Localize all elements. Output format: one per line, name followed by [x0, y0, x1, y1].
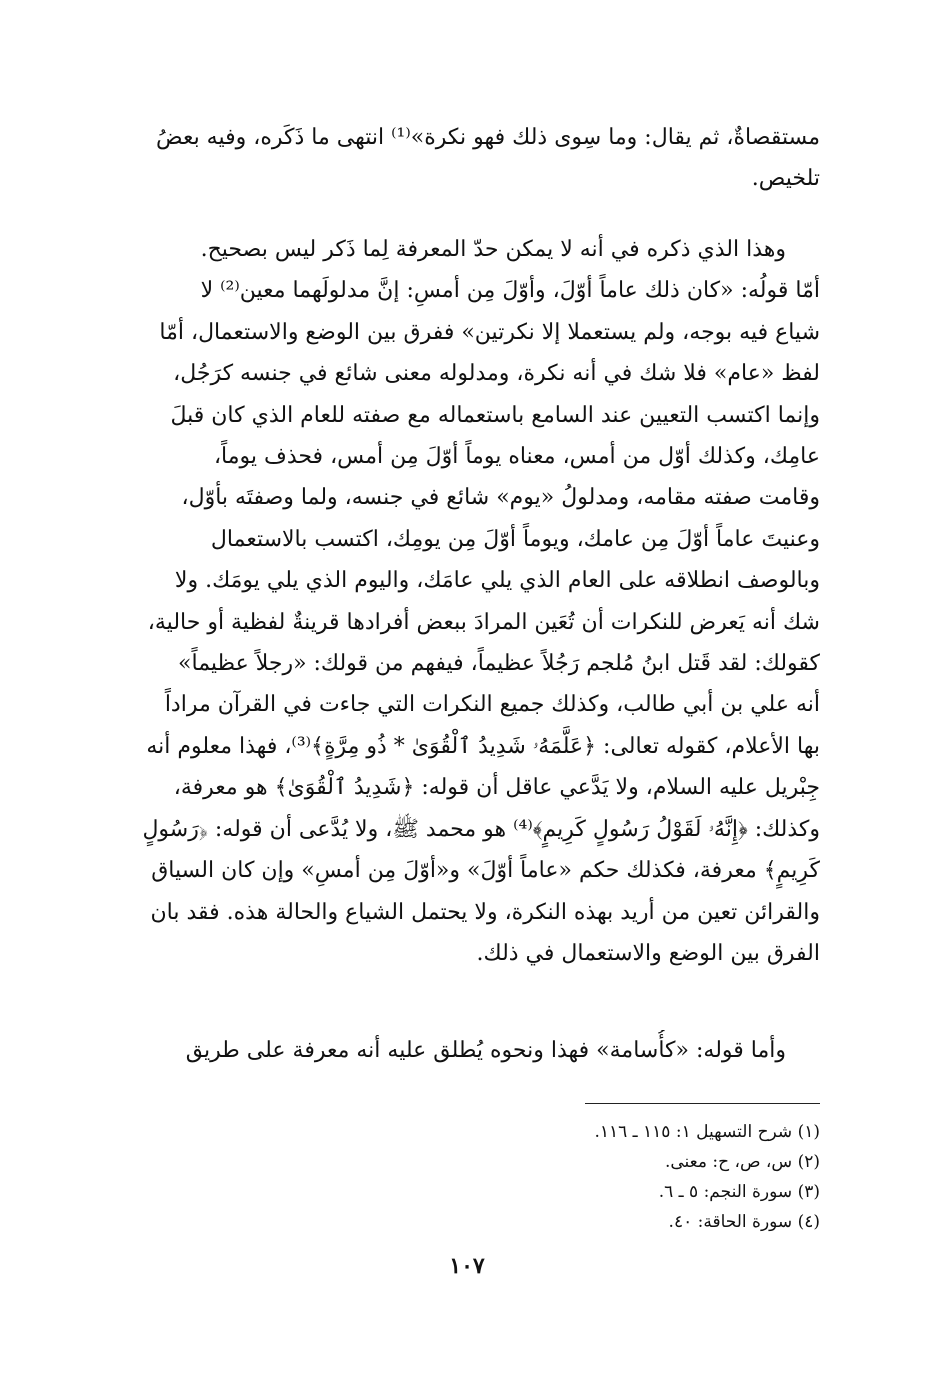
text-line: تلخيص.	[751, 166, 820, 192]
text-line: وكذلك: ﴿إِنَّهُۥ لَقَوْلُ رَسُولٍ كَرِيمٍ﴾⁽⁴⁾ هو محمد ﷺ، ولا يُدَّعى أن قوله: ﴿رَسُولٍ	[142, 816, 820, 842]
page-number: ١٠٧	[449, 1253, 485, 1279]
footnote-3: (٣) سورة النجم: ٥ ـ ٦.	[658, 1182, 820, 1202]
text-line: وعنيتَ عاماً أوّلَ مِن عامك، ويوماً أوّلَ مِن يومِك، اكتسب بالاستعمال	[210, 526, 820, 552]
text-line: بها الأعلام، كقوله تعالى: ﴿عَلَّمَهُۥ شَدِيدُ ٱلْقُوَىٰ * ذُو مِرَّةٍ﴾⁽³⁾، فهذا معلوم أنه	[146, 733, 820, 759]
text-line: شك أنه يَعرض للنكرات أن تُعَين المرادَ ببعض أفرادها قرينةٌ لفظية أو حالية،	[147, 609, 820, 635]
text-line: وقامت صفته مقامه، ومدلولُ «يوم» شائع في جنسه، ولما وصفتَه بأوّل،	[181, 485, 820, 511]
paragraph-1	[120, 117, 820, 200]
footnote-2: (٢) س، ص، ح: معنى.	[664, 1152, 820, 1172]
text-line: وبالوصف انطلاقه على العام الذي يلي عامَك، واليوم الذي يلي يومَك. ولا	[174, 568, 820, 594]
text-line: شياع فيه بوجه، ولم يستعملا إلا نكرتين» ففرق بين الوضع والاستعمال، أمّا	[159, 319, 820, 345]
text-line: جِبْريل عليه السلام، ولا يَدَّعي عاقل أن قوله: ﴿شَدِيدُ ٱلْقُوَىٰ﴾ هو معرفة،	[173, 775, 820, 801]
footnote-4: (٤) سورة الحاقة: ٤٠.	[668, 1212, 820, 1232]
text-line: أنه علي بن أبي طالب، وكذلك جميع النكرات التي جاءت في القرآن مراداً	[164, 692, 820, 718]
text-line: والقرائن تعين من أريد بهذه النكرة، ولا يحتمل الشياع والحالة هذه. فقد بان	[150, 899, 820, 925]
text-line: عامِك، وكذلك أوّل من أمس، معناه يوماً أوّلَ مِن أمس، فحذف يوماً،	[213, 444, 820, 470]
paragraph-2	[120, 229, 820, 974]
text-line: كَرِيمٍ﴾ معرفة، فكذلك حكم «عاماً أوّلَ» و«أوّلَ مِن أمسِ» وإن كان السياق	[151, 858, 820, 884]
paragraph-3	[120, 1030, 820, 1071]
text-line: الفرق بين الوضع والاستعمال في ذلك.	[476, 940, 820, 966]
text-line: وإنما اكتسب التعيين عند السامع باستعماله مع صفته للعام الذي كان قبلَ	[170, 402, 820, 428]
text-line: وأما قوله: «كأُسامة» فهذا ونحوه يُطلق عليه أنه معرفة على طريق	[185, 1038, 786, 1063]
text-line: أمّا قولُه: «كان ذلك عاماً أوّلَ، وأوّلَ مِن أمسِ: إنَّ مدلولَهما معين⁽²⁾ لا	[200, 278, 820, 304]
text-line: وهذا الذي ذكره في أنه لا يمكن حدّ المعرفة لِما ذَكر ليس بصحيح.	[200, 237, 786, 262]
footnote-divider	[585, 1103, 820, 1104]
text-line: كقولك: لقد قَتل ابنُ مُلجم رَجُلاً عظيماً، فيفهم من قولك: «رجلاً عظيماً»	[178, 651, 820, 677]
footnotes	[420, 1117, 820, 1237]
text-line: لفظ «عام» فلا شك في أنه نكرة، ومدلوله معنى شائع في جنسه كرَجُل،	[173, 361, 820, 387]
footnote-1: (١) شرح التسهيل ١: ١١٥ ـ ١١٦.	[594, 1122, 820, 1142]
text-line: مستقصاةٌ، ثم يقال: وما سِوى ذلك فهو نكرة»⁽¹⁾ انتهى ما ذَكَره، وفيه بعضُ	[156, 125, 820, 150]
